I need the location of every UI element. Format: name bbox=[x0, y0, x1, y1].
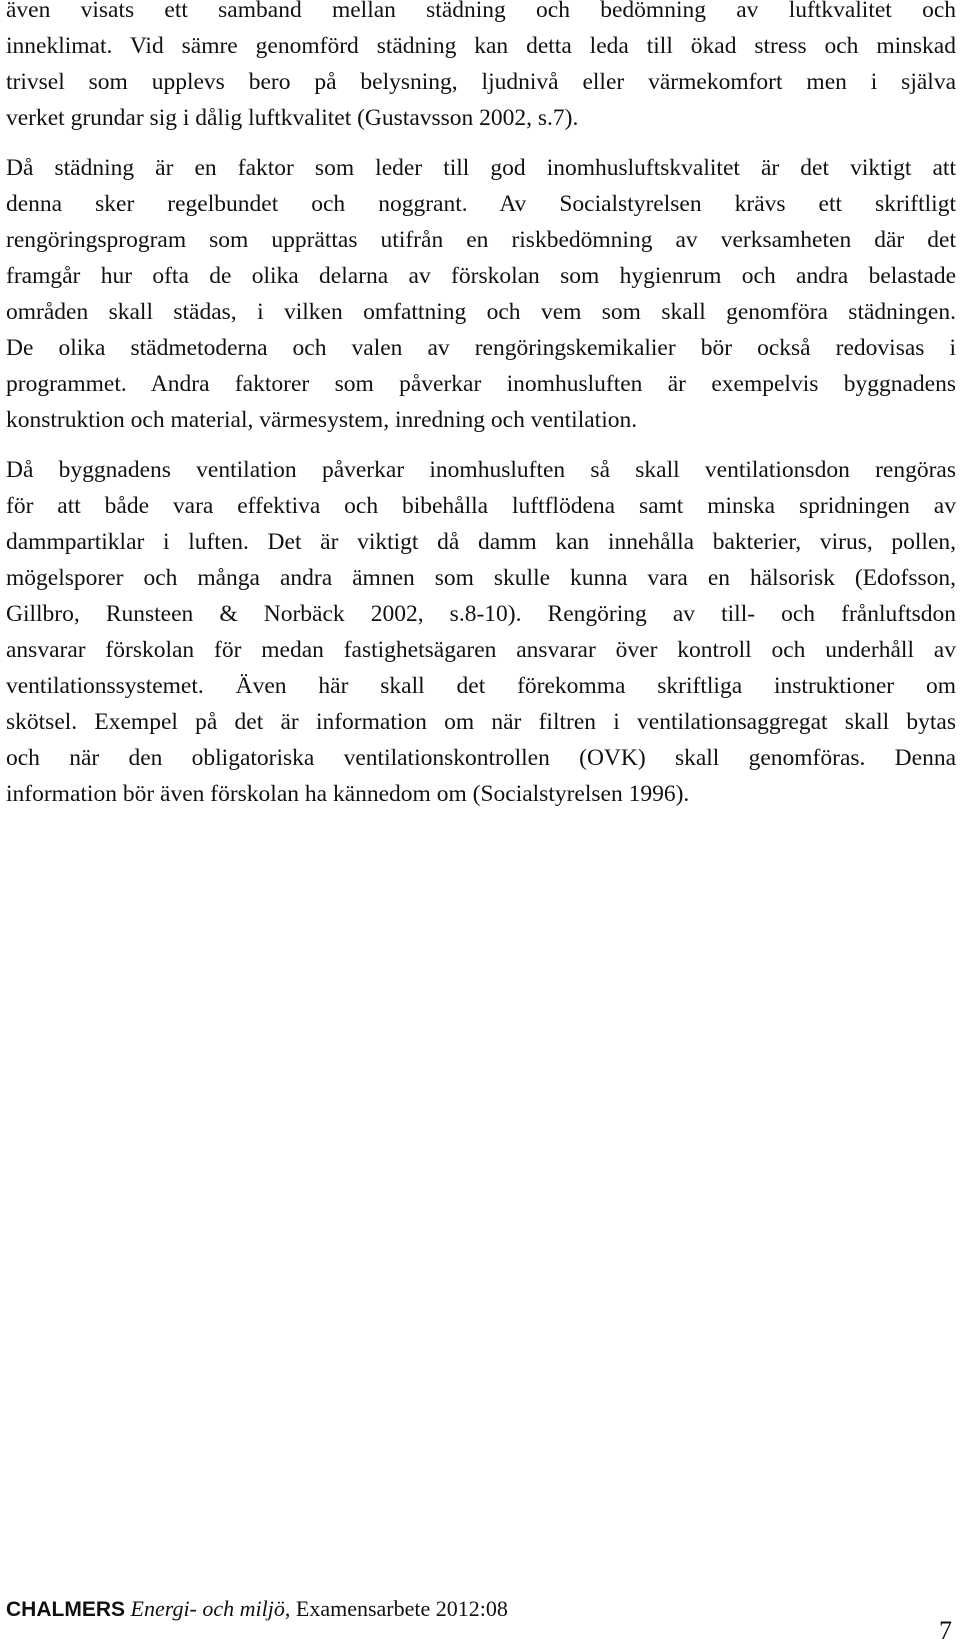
paragraph-ventilation bbox=[6, 452, 956, 812]
text-line: denna sker regelbundet och noggrant. Av Socialstyrelsen krävs ett skriftligt bbox=[6, 191, 956, 217]
text-line: information bör även förskolan ha kännedom om (Socialstyrelsen 1996). bbox=[6, 781, 690, 807]
text-line: ventilationssystemet. Även här skall det förekomma skriftliga instruktioner om bbox=[6, 673, 956, 699]
text-line: områden skall städas, i vilken omfattning och vem som skall genomföra städningen. bbox=[6, 299, 956, 325]
body-text bbox=[6, 0, 956, 826]
text-line: för att både vara effektiva och bibehålla luftflödena samt minska spridningen av bbox=[6, 493, 956, 519]
footer-department: Energi- och miljö bbox=[130, 1596, 285, 1621]
text-line: trivsel som upplevs bero på belysning, ljudnivå eller värmekomfort men i själva bbox=[6, 69, 956, 95]
page-footer bbox=[6, 1596, 508, 1622]
text-line: Gillbro, Runsteen & Norbäck 2002, s.8-10). Rengöring av till- och frånluftsdon bbox=[6, 601, 956, 627]
text-line: inneklimat. Vid sämre genomförd städning kan detta leda till ökad stress och minskad bbox=[6, 33, 956, 59]
text-line: Då byggnadens ventilation påverkar inomhusluften så skall ventilationsdon rengöras bbox=[6, 457, 956, 483]
text-line: dammpartiklar i luften. Det är viktigt då damm kan innehålla bakterier, virus, pollen, bbox=[6, 529, 956, 555]
text-line: verket grundar sig i dålig luftkvalitet (Gustavsson 2002, s.7). bbox=[6, 105, 579, 131]
text-line: rengöringsprogram som upprättas utifrån en riskbedömning av verksamheten där det bbox=[6, 227, 956, 253]
text-line: Då städning är en faktor som leder till god inomhusluftskvalitet är det viktigt att bbox=[6, 155, 956, 181]
page-number: 7 bbox=[939, 1616, 952, 1645]
text-line: och när den obligatoriska ventilationskontrollen (OVK) skall genomföras. Denna bbox=[6, 745, 956, 771]
text-line: även visats ett samband mellan städning och bedömning av luftkvalitet och bbox=[6, 0, 956, 23]
paragraph-cleaning-air-quality bbox=[6, 0, 956, 136]
text-line: ansvarar förskolan för medan fastighetsägaren ansvarar över kontroll och underhåll av bbox=[6, 637, 956, 663]
footer-brand: CHALMERS bbox=[6, 1598, 125, 1621]
text-line: De olika städmetoderna och valen av rengöringskemikalier bör också redovisas i bbox=[6, 335, 956, 361]
text-line: konstruktion och material, värmesystem, inredning och ventilation. bbox=[6, 407, 638, 433]
text-line: mögelsporer och många andra ämnen som skulle kunna vara en hälsorisk (Edofsson, bbox=[6, 565, 956, 591]
footer-thesis: , Examensarbete 2012:08 bbox=[284, 1596, 508, 1621]
text-line: framgår hur ofta de olika delarna av förskolan som hygienrum och andra belastade bbox=[6, 263, 956, 289]
paragraph-cleaning-program bbox=[6, 150, 956, 438]
text-line: programmet. Andra faktorer som påverkar inomhusluften är exempelvis byggnadens bbox=[6, 371, 956, 397]
text-line: skötsel. Exempel på det är information om när filtren i ventilationsaggregat skall bytas bbox=[6, 709, 956, 735]
